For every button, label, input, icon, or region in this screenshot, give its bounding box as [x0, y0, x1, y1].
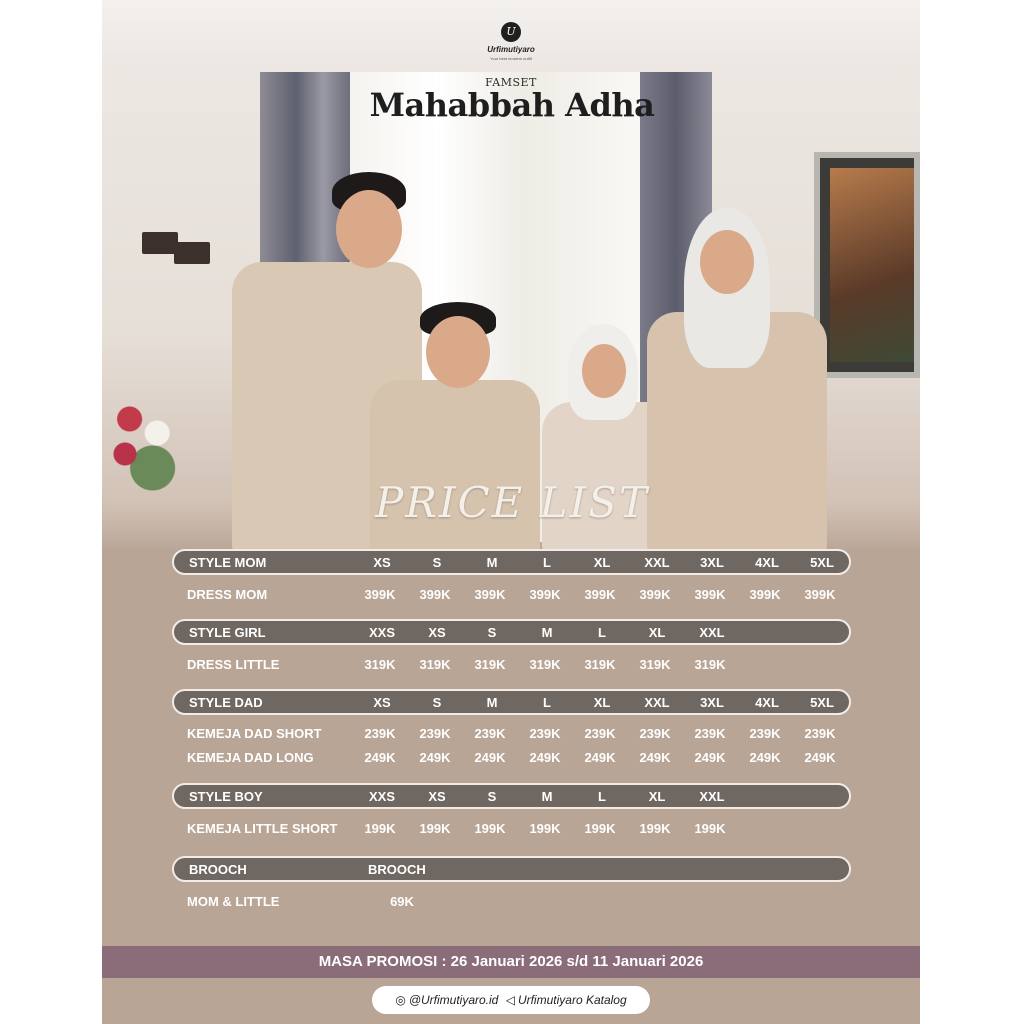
- price-value: 239K: [639, 726, 671, 741]
- price-value: 249K: [694, 750, 726, 765]
- price-value: 239K: [474, 726, 506, 741]
- price-value: 399K: [804, 587, 836, 602]
- telegram-icon: ◁: [505, 993, 515, 1007]
- price-value: 319K: [639, 657, 671, 672]
- size-label: XL: [593, 555, 611, 570]
- price-value: 319K: [584, 657, 616, 672]
- size-label: XS: [373, 695, 391, 710]
- price-row: [172, 721, 851, 747]
- price-value: 319K: [694, 657, 726, 672]
- group-header-row: [172, 549, 851, 575]
- group-header-row: [172, 619, 851, 645]
- price-row: [172, 745, 851, 771]
- group-header-row: [172, 856, 851, 882]
- price-value: 239K: [694, 726, 726, 741]
- size-label: S: [487, 625, 497, 640]
- price-value: 249K: [364, 750, 396, 765]
- price-value: 249K: [474, 750, 506, 765]
- size-label: XS: [373, 555, 391, 570]
- brand-logo: U: [501, 22, 521, 42]
- price-row: [172, 582, 851, 608]
- size-label: 4XL: [755, 555, 779, 570]
- group-header-row: [172, 783, 851, 809]
- price-value: 399K: [419, 587, 451, 602]
- price-value: 399K: [364, 587, 396, 602]
- price-value: 249K: [749, 750, 781, 765]
- size-label: L: [598, 789, 606, 804]
- size-label: L: [543, 695, 551, 710]
- price-value: 249K: [639, 750, 671, 765]
- instagram-handle[interactable]: @Urfimutiyaro.id: [408, 993, 499, 1007]
- size-label: M: [486, 695, 498, 710]
- group-header-label: STYLE MOM: [189, 555, 267, 570]
- size-label: L: [543, 555, 551, 570]
- size-label: 3XL: [700, 555, 724, 570]
- price-value: 199K: [584, 821, 616, 836]
- size-label: 5XL: [810, 695, 834, 710]
- size-label: 3XL: [700, 695, 724, 710]
- promo-banner: MASA PROMOSI : 26 Januari 2026 s/d 11 Januari 2026: [102, 946, 920, 978]
- size-label: BROOCH: [368, 862, 426, 877]
- size-label: 4XL: [755, 695, 779, 710]
- group-header-label: STYLE BOY: [189, 789, 263, 804]
- size-label: XXL: [699, 789, 725, 804]
- size-label: XL: [648, 625, 666, 640]
- group-header-row: [172, 689, 851, 715]
- price-value: 239K: [749, 726, 781, 741]
- size-label: S: [432, 695, 442, 710]
- size-label: XL: [648, 789, 666, 804]
- price-value: 239K: [419, 726, 451, 741]
- product-label: DRESS LITTLE: [187, 657, 280, 672]
- price-value: 399K: [529, 587, 561, 602]
- price-list-poster: [102, 0, 920, 1024]
- size-label: XXS: [368, 789, 395, 804]
- price-row: [172, 816, 851, 842]
- price-row: [172, 889, 851, 915]
- product-label: KEMEJA DAD LONG: [187, 750, 314, 765]
- price-value: 319K: [529, 657, 561, 672]
- price-value: 199K: [529, 821, 561, 836]
- product-label: MOM & LITTLE: [187, 894, 280, 909]
- price-value: 399K: [584, 587, 616, 602]
- size-label: 5XL: [810, 555, 834, 570]
- telegram-channel[interactable]: Urfimutiyaro Katalog: [517, 993, 627, 1007]
- brand-tagline: Your best moslem outfit: [490, 56, 532, 61]
- price-value: 239K: [584, 726, 616, 741]
- price-value: 249K: [804, 750, 836, 765]
- size-label: XXS: [368, 625, 395, 640]
- group-header-label: BROOCH: [189, 862, 247, 877]
- collection-label: FAMSET: [485, 76, 537, 89]
- instagram-icon: ◎: [395, 993, 406, 1007]
- brand-name: Urfimutiyaro: [487, 45, 535, 54]
- price-value: 199K: [419, 821, 451, 836]
- price-value: 319K: [419, 657, 451, 672]
- price-value: 249K: [584, 750, 616, 765]
- size-label: XXL: [699, 625, 725, 640]
- price-value: 399K: [639, 587, 671, 602]
- size-label: XXL: [644, 695, 670, 710]
- price-value: 239K: [529, 726, 561, 741]
- collection-title: Mahabbah Adha: [369, 86, 655, 124]
- price-value: 319K: [364, 657, 396, 672]
- price-value: 399K: [749, 587, 781, 602]
- price-value: 199K: [474, 821, 506, 836]
- product-label: DRESS MOM: [187, 587, 268, 602]
- group-header-label: STYLE GIRL: [189, 625, 266, 640]
- price-value: 199K: [694, 821, 726, 836]
- price-value: 249K: [419, 750, 451, 765]
- size-label: M: [541, 789, 553, 804]
- price-value: 69K: [390, 894, 414, 909]
- product-label: KEMEJA LITTLE SHORT: [187, 821, 338, 836]
- size-label: S: [432, 555, 442, 570]
- size-label: XS: [428, 625, 446, 640]
- wall-lamp: [142, 232, 178, 254]
- price-value: 239K: [804, 726, 836, 741]
- size-label: XL: [593, 695, 611, 710]
- price-value: 199K: [639, 821, 671, 836]
- price-value: 399K: [474, 587, 506, 602]
- price-value: 319K: [474, 657, 506, 672]
- product-label: KEMEJA DAD SHORT: [187, 726, 322, 741]
- price-value: 399K: [694, 587, 726, 602]
- size-label: M: [541, 625, 553, 640]
- price-list-title: PRICE LIST: [375, 478, 649, 527]
- size-label: XXL: [644, 555, 670, 570]
- group-header-label: STYLE DAD: [189, 695, 263, 710]
- social-links: [372, 986, 650, 1014]
- size-label: M: [486, 555, 498, 570]
- price-value: 199K: [364, 821, 396, 836]
- wall-painting: [814, 152, 920, 378]
- price-value: 239K: [364, 726, 396, 741]
- size-label: S: [487, 789, 497, 804]
- size-label: XS: [428, 789, 446, 804]
- price-row: [172, 652, 851, 678]
- price-value: 249K: [529, 750, 561, 765]
- size-label: L: [598, 625, 606, 640]
- flower-vase: [102, 377, 194, 517]
